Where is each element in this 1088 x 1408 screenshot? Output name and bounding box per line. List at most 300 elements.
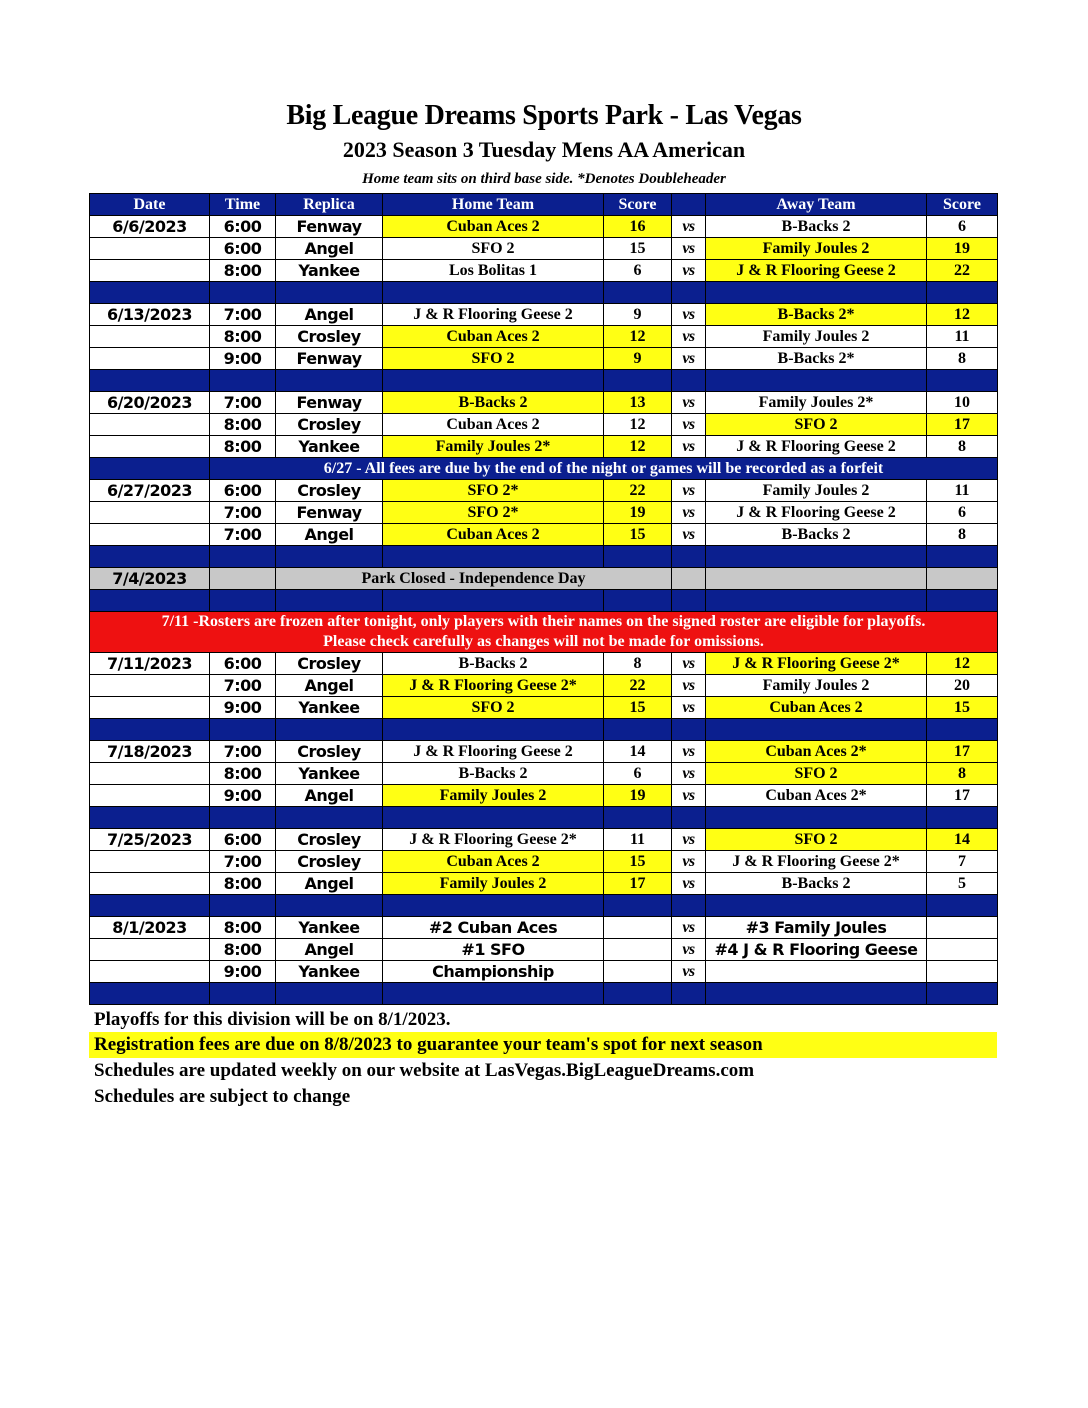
- separator-cell: [90, 895, 210, 917]
- game-date: [90, 502, 210, 524]
- game-field: Yankee: [276, 763, 383, 785]
- home-score: 14: [604, 741, 672, 763]
- vs-label: vs: [672, 851, 706, 873]
- away-score: 8: [927, 524, 998, 546]
- header-row: [90, 194, 998, 216]
- game-time: 8:00: [210, 917, 276, 939]
- separator-cell: [383, 546, 604, 568]
- game-field: Angel: [276, 238, 383, 260]
- away-score: 6: [927, 502, 998, 524]
- away-score: 12: [927, 653, 998, 675]
- separator-cell: [604, 895, 672, 917]
- home-score: 13: [604, 392, 672, 414]
- vs-label: vs: [672, 741, 706, 763]
- away-score: 10: [927, 392, 998, 414]
- away-score: 20: [927, 675, 998, 697]
- separator-cell: [672, 807, 706, 829]
- roster-freeze-notice-row: [90, 612, 998, 653]
- game-time: 9:00: [210, 348, 276, 370]
- game-field: Angel: [276, 785, 383, 807]
- game-date: [90, 675, 210, 697]
- game-row: [90, 524, 998, 546]
- game-field: Yankee: [276, 961, 383, 983]
- away-team: Family Joules 2*: [706, 392, 927, 414]
- away-score: 11: [927, 326, 998, 348]
- vs-label: vs: [672, 436, 706, 458]
- home-team: SFO 2: [383, 238, 604, 260]
- home-team: B-Backs 2: [383, 763, 604, 785]
- away-team: Family Joules 2: [706, 480, 927, 502]
- game-row: [90, 502, 998, 524]
- vs-label: vs: [672, 939, 706, 961]
- game-time: 6:00: [210, 238, 276, 260]
- away-team: Family Joules 2: [706, 326, 927, 348]
- away-score: 17: [927, 741, 998, 763]
- game-row: [90, 675, 998, 697]
- separator-cell: [383, 895, 604, 917]
- home-team: J & R Flooring Geese 2*: [383, 675, 604, 697]
- home-score: 19: [604, 502, 672, 524]
- vs-label: vs: [672, 785, 706, 807]
- col-date: Date: [90, 194, 210, 216]
- game-field: Crosley: [276, 480, 383, 502]
- game-time: 6:00: [210, 480, 276, 502]
- away-team: Cuban Aces 2: [706, 697, 927, 719]
- game-row: [90, 216, 998, 238]
- home-score: 6: [604, 763, 672, 785]
- week-separator-row: [90, 282, 998, 304]
- game-time: 7:00: [210, 741, 276, 763]
- home-team: Family Joules 2: [383, 873, 604, 895]
- home-score: [604, 917, 672, 939]
- home-team: J & R Flooring Geese 2: [383, 741, 604, 763]
- week-separator-row: [90, 546, 998, 568]
- separator-cell: [604, 282, 672, 304]
- game-date: 7/25/2023: [90, 829, 210, 851]
- home-team: Cuban Aces 2: [383, 326, 604, 348]
- home-score: 9: [604, 304, 672, 326]
- separator-cell: [927, 807, 998, 829]
- game-row: [90, 763, 998, 785]
- away-team: SFO 2: [706, 829, 927, 851]
- game-field: Crosley: [276, 653, 383, 675]
- game-time: 7:00: [210, 392, 276, 414]
- game-date: 6/6/2023: [90, 216, 210, 238]
- game-time: 9:00: [210, 697, 276, 719]
- separator-cell: [383, 719, 604, 741]
- game-time: 9:00: [210, 785, 276, 807]
- closed-spacer: [706, 568, 927, 590]
- vs-label: vs: [672, 917, 706, 939]
- away-score: 17: [927, 785, 998, 807]
- home-score: [604, 961, 672, 983]
- separator-cell: [210, 807, 276, 829]
- separator-cell: [706, 895, 927, 917]
- game-field: Crosley: [276, 741, 383, 763]
- home-score: 11: [604, 829, 672, 851]
- playoff-game-row: [90, 917, 998, 939]
- game-date: 6/27/2023: [90, 480, 210, 502]
- home-team: B-Backs 2: [383, 653, 604, 675]
- away-team: [706, 961, 927, 983]
- game-date: [90, 436, 210, 458]
- game-date: [90, 763, 210, 785]
- separator-cell: [90, 282, 210, 304]
- separator-cell: [276, 546, 383, 568]
- home-score: 22: [604, 480, 672, 502]
- fee-notice-row: [90, 458, 998, 480]
- away-score: 7: [927, 851, 998, 873]
- page-subtitle: 2023 Season 3 Tuesday Mens AA American: [342, 137, 746, 162]
- game-time: 8:00: [210, 326, 276, 348]
- separator-cell: [210, 719, 276, 741]
- separator-cell: [90, 590, 210, 612]
- game-row: [90, 260, 998, 282]
- vs-label: vs: [672, 480, 706, 502]
- home-team: Cuban Aces 2: [383, 216, 604, 238]
- game-field: Angel: [276, 524, 383, 546]
- game-date: 7/18/2023: [90, 741, 210, 763]
- separator-cell: [706, 719, 927, 741]
- away-team: SFO 2: [706, 414, 927, 436]
- away-team: SFO 2: [706, 763, 927, 785]
- game-row: [90, 304, 998, 326]
- vs-label: vs: [672, 675, 706, 697]
- separator-cell: [672, 983, 706, 1005]
- game-field: Yankee: [276, 917, 383, 939]
- game-date: [90, 348, 210, 370]
- home-score: 12: [604, 436, 672, 458]
- away-score: 15: [927, 697, 998, 719]
- col-replica: Replica: [276, 194, 383, 216]
- col-home-score: Score: [604, 194, 672, 216]
- separator-cell: [90, 983, 210, 1005]
- game-date: [90, 851, 210, 873]
- home-score: 15: [604, 238, 672, 260]
- home-team: SFO 2*: [383, 502, 604, 524]
- separator-cell: [210, 895, 276, 917]
- vs-label: vs: [672, 873, 706, 895]
- game-field: Crosley: [276, 326, 383, 348]
- away-score: 14: [927, 829, 998, 851]
- col-away-team: Away Team: [706, 194, 927, 216]
- away-score: [927, 917, 998, 939]
- game-row: [90, 238, 998, 260]
- park-closed-row: [90, 568, 998, 590]
- away-score: 5: [927, 873, 998, 895]
- home-score: 17: [604, 873, 672, 895]
- game-time: 7:00: [210, 304, 276, 326]
- game-date: [90, 414, 210, 436]
- away-team: J & R Flooring Geese 2: [706, 260, 927, 282]
- game-time: 8:00: [210, 763, 276, 785]
- game-field: Crosley: [276, 829, 383, 851]
- home-team: Championship: [383, 961, 604, 983]
- home-team: SFO 2*: [383, 480, 604, 502]
- vs-label: vs: [672, 304, 706, 326]
- home-team: J & R Flooring Geese 2: [383, 304, 604, 326]
- footer-website: Schedules are updated weekly on our website at LasVegas.BigLeagueDreams.com: [94, 1060, 755, 1081]
- separator-cell: [927, 282, 998, 304]
- home-score: 12: [604, 326, 672, 348]
- home-team: Cuban Aces 2: [383, 414, 604, 436]
- game-row: [90, 348, 998, 370]
- separator-cell: [927, 895, 998, 917]
- separator-cell: [276, 807, 383, 829]
- game-date: 7/11/2023: [90, 653, 210, 675]
- away-team: Family Joules 2: [706, 675, 927, 697]
- away-team: Family Joules 2: [706, 238, 927, 260]
- separator-cell: [672, 895, 706, 917]
- home-score: [604, 939, 672, 961]
- game-date: [90, 238, 210, 260]
- game-date: [90, 785, 210, 807]
- home-team: Los Bolitas 1: [383, 260, 604, 282]
- closed-spacer: [927, 568, 998, 590]
- home-team: Cuban Aces 2: [383, 524, 604, 546]
- vs-label: vs: [672, 961, 706, 983]
- separator-cell: [210, 546, 276, 568]
- home-team: SFO 2: [383, 348, 604, 370]
- footer-playoffs: Playoffs for this division will be on 8/1/2023.: [94, 1009, 451, 1030]
- playoff-game-row: [90, 939, 998, 961]
- playoff-game-row: [90, 961, 998, 983]
- vs-label: vs: [672, 348, 706, 370]
- roster-notice-line-2: Please check carefully as changes will not be made for omissions.: [323, 633, 764, 650]
- game-row: [90, 829, 998, 851]
- week-separator-row: [90, 719, 998, 741]
- away-score: 19: [927, 238, 998, 260]
- game-field: Angel: [276, 304, 383, 326]
- home-score: 8: [604, 653, 672, 675]
- away-score: 17: [927, 414, 998, 436]
- away-score: [927, 939, 998, 961]
- separator-cell: [604, 807, 672, 829]
- game-date: [90, 873, 210, 895]
- game-row: [90, 873, 998, 895]
- page-title: Big League Dreams Sports Park - Las Vegas: [286, 100, 802, 131]
- separator-cell: [927, 983, 998, 1005]
- game-time: 7:00: [210, 675, 276, 697]
- vs-label: vs: [672, 653, 706, 675]
- separator-cell: [90, 546, 210, 568]
- game-row: [90, 414, 998, 436]
- separator-cell: [210, 590, 276, 612]
- separator-cell: [706, 370, 927, 392]
- week-separator-row: [90, 590, 998, 612]
- vs-label: vs: [672, 238, 706, 260]
- game-row: [90, 851, 998, 873]
- game-row: [90, 480, 998, 502]
- separator-cell: [276, 719, 383, 741]
- vs-label: vs: [672, 502, 706, 524]
- away-score: 22: [927, 260, 998, 282]
- game-time: 8:00: [210, 939, 276, 961]
- separator-cell: [927, 719, 998, 741]
- game-time: 7:00: [210, 851, 276, 873]
- home-score: 6: [604, 260, 672, 282]
- away-team: B-Backs 2: [706, 873, 927, 895]
- home-score: 9: [604, 348, 672, 370]
- vs-label: vs: [672, 326, 706, 348]
- away-team: Cuban Aces 2*: [706, 741, 927, 763]
- vs-label: vs: [672, 414, 706, 436]
- game-time: 7:00: [210, 524, 276, 546]
- separator-cell: [706, 546, 927, 568]
- game-field: Yankee: [276, 260, 383, 282]
- schedule-body: [90, 216, 998, 1005]
- away-team: Cuban Aces 2*: [706, 785, 927, 807]
- game-field: Yankee: [276, 436, 383, 458]
- vs-label: vs: [672, 392, 706, 414]
- separator-cell: [210, 282, 276, 304]
- week-separator-row: [90, 370, 998, 392]
- home-team: SFO 2: [383, 697, 604, 719]
- away-score: 6: [927, 216, 998, 238]
- separator-cell: [604, 546, 672, 568]
- separator-cell: [276, 370, 383, 392]
- vs-label: vs: [672, 829, 706, 851]
- game-row: [90, 326, 998, 348]
- game-date: [90, 260, 210, 282]
- away-team: B-Backs 2*: [706, 348, 927, 370]
- home-team: #2 Cuban Aces: [383, 917, 604, 939]
- footer-subject-to-change: Schedules are subject to change: [94, 1086, 351, 1107]
- away-score: 8: [927, 763, 998, 785]
- game-field: Yankee: [276, 697, 383, 719]
- separator-cell: [383, 590, 604, 612]
- game-time: 8:00: [210, 414, 276, 436]
- col-time: Time: [210, 194, 276, 216]
- separator-cell: [604, 370, 672, 392]
- separator-cell: [706, 807, 927, 829]
- game-time: 8:00: [210, 436, 276, 458]
- separator-cell: [927, 590, 998, 612]
- game-time: 6:00: [210, 216, 276, 238]
- game-date: 7/4/2023: [90, 568, 210, 590]
- game-time: 8:00: [210, 260, 276, 282]
- roster-notice-line-1: 7/11 -Rosters are frozen after tonight, only players with their names on the signed roster are eligible for playoffs.: [161, 613, 926, 630]
- separator-cell: [672, 590, 706, 612]
- away-team: B-Backs 2*: [706, 304, 927, 326]
- away-team: #4 J & R Flooring Geese: [706, 939, 927, 961]
- game-date: 8/1/2023: [90, 917, 210, 939]
- fee-notice-text: 6/27 - All fees are due by the end of the night or games will be recorded as a forfeit: [210, 458, 998, 480]
- game-field: Angel: [276, 873, 383, 895]
- col-away-score: Score: [927, 194, 998, 216]
- home-team: Family Joules 2*: [383, 436, 604, 458]
- game-row: [90, 392, 998, 414]
- game-date: 6/13/2023: [90, 304, 210, 326]
- separator-cell: [276, 895, 383, 917]
- game-time: 6:00: [210, 829, 276, 851]
- separator-cell: [383, 983, 604, 1005]
- game-field: Fenway: [276, 216, 383, 238]
- game-date: [90, 326, 210, 348]
- separator-cell: [706, 590, 927, 612]
- closed-spacer: [210, 568, 276, 590]
- separator-cell: [604, 590, 672, 612]
- away-score: 12: [927, 304, 998, 326]
- separator-cell: [383, 282, 604, 304]
- separator-cell: [706, 282, 927, 304]
- vs-label: vs: [672, 260, 706, 282]
- game-date: [90, 961, 210, 983]
- home-team: Family Joules 2: [383, 785, 604, 807]
- separator-cell: [383, 807, 604, 829]
- away-team: J & R Flooring Geese 2*: [706, 653, 927, 675]
- away-score: [927, 961, 998, 983]
- notice-spacer: [90, 458, 210, 480]
- week-separator-row: [90, 983, 998, 1005]
- doubleheader-note: Home team sits on third base side. *Denotes Doubleheader: [362, 171, 726, 187]
- home-score: 16: [604, 216, 672, 238]
- col-home-team: Home Team: [383, 194, 604, 216]
- roster-freeze-notice: [90, 612, 998, 653]
- home-score: 22: [604, 675, 672, 697]
- game-time: 6:00: [210, 653, 276, 675]
- game-date: [90, 939, 210, 961]
- week-separator-row: [90, 807, 998, 829]
- schedule-table: [89, 193, 998, 1005]
- game-field: Crosley: [276, 851, 383, 873]
- game-field: Angel: [276, 675, 383, 697]
- game-field: Fenway: [276, 502, 383, 524]
- game-row: [90, 785, 998, 807]
- game-time: 7:00: [210, 502, 276, 524]
- away-team: #3 Family Joules: [706, 917, 927, 939]
- away-score: 8: [927, 436, 998, 458]
- game-date: [90, 524, 210, 546]
- separator-cell: [90, 807, 210, 829]
- vs-label: vs: [672, 524, 706, 546]
- col-vs: [672, 194, 706, 216]
- separator-cell: [927, 370, 998, 392]
- game-field: Crosley: [276, 414, 383, 436]
- separator-cell: [210, 370, 276, 392]
- game-time: 9:00: [210, 961, 276, 983]
- game-field: Fenway: [276, 392, 383, 414]
- away-team: J & R Flooring Geese 2: [706, 502, 927, 524]
- game-row: [90, 653, 998, 675]
- game-row: [90, 436, 998, 458]
- game-date: 6/20/2023: [90, 392, 210, 414]
- game-field: Fenway: [276, 348, 383, 370]
- separator-cell: [276, 590, 383, 612]
- footer-registration: Registration fees are due on 8/8/2023 to guarantee your team's spot for next season: [89, 1032, 997, 1058]
- vs-label: vs: [672, 216, 706, 238]
- game-row: [90, 697, 998, 719]
- separator-cell: [210, 983, 276, 1005]
- home-team: J & R Flooring Geese 2*: [383, 829, 604, 851]
- closed-spacer: [672, 568, 706, 590]
- game-time: 8:00: [210, 873, 276, 895]
- separator-cell: [383, 370, 604, 392]
- away-team: J & R Flooring Geese 2: [706, 436, 927, 458]
- home-score: 12: [604, 414, 672, 436]
- separator-cell: [276, 983, 383, 1005]
- separator-cell: [276, 282, 383, 304]
- separator-cell: [706, 983, 927, 1005]
- separator-cell: [672, 370, 706, 392]
- separator-cell: [672, 282, 706, 304]
- week-separator-row: [90, 895, 998, 917]
- away-score: 8: [927, 348, 998, 370]
- separator-cell: [604, 719, 672, 741]
- separator-cell: [90, 719, 210, 741]
- separator-cell: [672, 719, 706, 741]
- game-date: [90, 697, 210, 719]
